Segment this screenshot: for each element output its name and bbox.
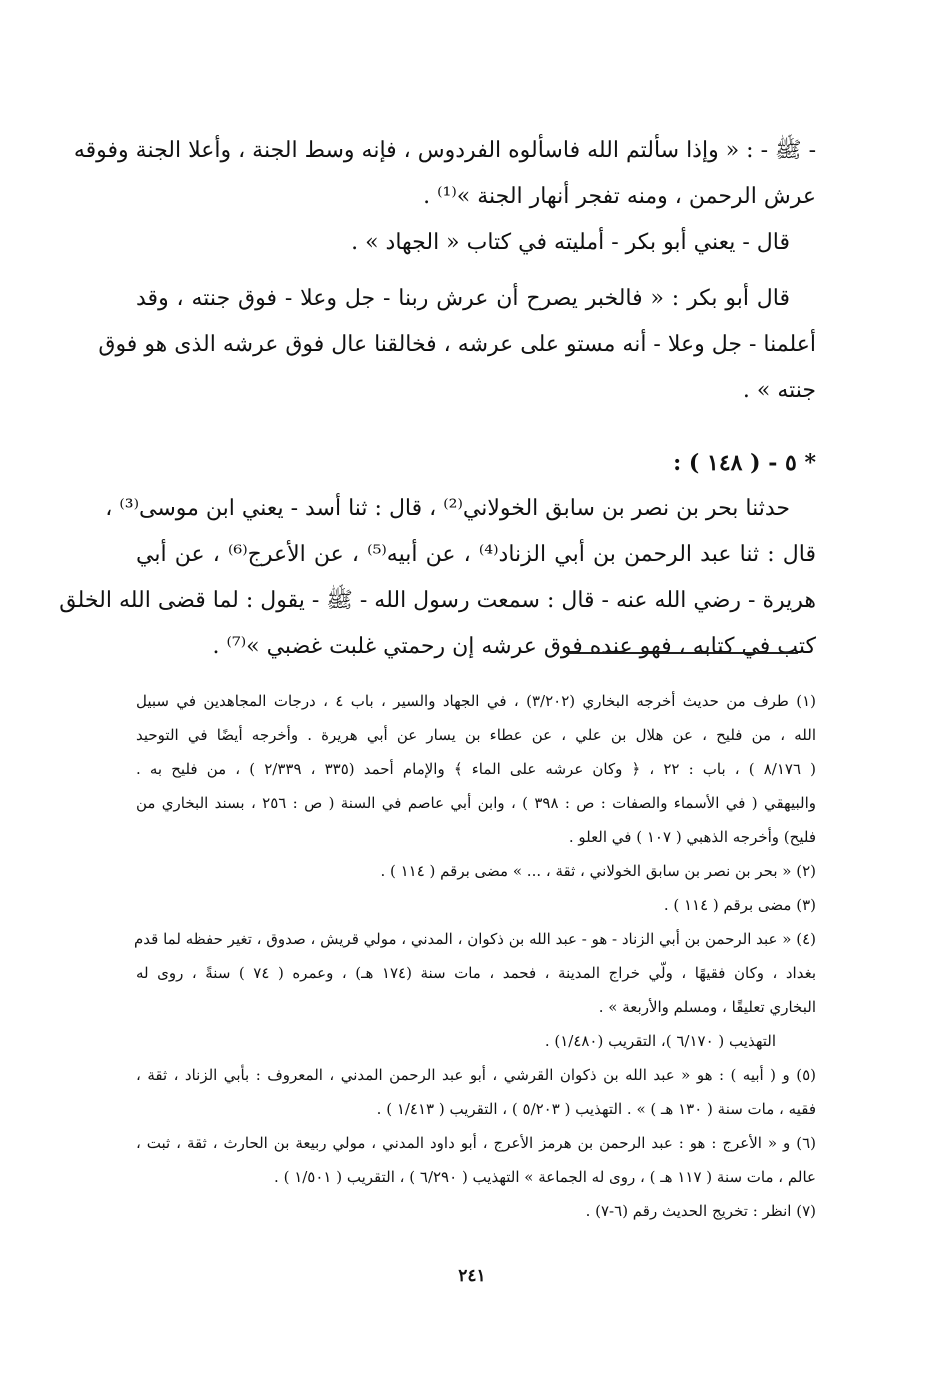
hadith-line: كتب في كتابه ، فهو عنده فوق عرشه إن رحمتي غلبت غضبي »⁽⁷⁾ . [212, 634, 816, 659]
text-line: - ﷺ - : « وإذا سألتم الله فاسألوه الفردوس ، فإنه وسط الجنة ، وأعلا الجنة وفوقه [73, 138, 816, 163]
page-number: ٢٤١ [458, 1266, 486, 1286]
text-line: جنته » . [742, 378, 816, 403]
footnote-line: فقيه ، مات سنة ( ١٣٠ هـ ) » . التهذيب ( ٥/٢٠٣ ) ، التقريب ( ١/٤١٣ ) . [376, 1100, 816, 1118]
text-line: قال - يعني أبو بكر - أمليته في كتاب « الجهاد » . [351, 230, 790, 255]
footnote-line: فليح) وأخرجه الذهبي ( ١٠٧ ) في العلو . [568, 828, 816, 846]
footnote-line: (١) طرف من حديث أخرجه البخاري (٣/٢٠٢) ، في الجهاد والسير ، باب ٤ ، درجات المجاهدين في سبيل [136, 692, 816, 710]
footnote-line: (٣) مضى برقم ( ١١٤ ) . [663, 896, 816, 914]
footnote-line: (٦) و « الأعرج : هو : عبد الرحمن بن هرمز الأعرج ، أبو داود المدني ، مولي ربيعة بن الحارث ، ثقة ، ثبت ، [136, 1134, 816, 1152]
footnote-line: الله ، من فليح ، عن هلال بن علي ، عن عطاء بن يسار عن أبي هريرة . وأخرجه أيضًا في التوحيد [136, 726, 816, 744]
footnote-line: التهذيب ( ٦/١٧٠ )، التقريب (١/٤٨٠) . [544, 1032, 776, 1050]
footnote-line: عالم ، مات سنة ( ١١٧ هـ ) ، روى له الجماعة » التهذيب ( ٦/٢٩٠ ) ، التقريب ( ١/٥٠١ ) . [274, 1168, 816, 1186]
main-text [59, 128, 816, 670]
paragraph-gap [136, 266, 816, 276]
footnote-line: (٢) « بحر بن نصر بن سابق الخولاني ، ثقة ، ... » مضى برقم ( ١١٤ ) . [380, 862, 816, 880]
footnote-line: البخاري تعليقًا ، ومسلم والأربعة » . [598, 998, 816, 1016]
text-line: قال أبو بكر : « فالخبر يصرح أن عرش ربنا - جل وعلا - فوق جنته ، وقد [136, 286, 790, 311]
text-line: أعلمنا - جل وعلا - أنه مستو على عرشه ، فخالقنا عال فوق عرشه الذى هو فوق [98, 332, 816, 357]
footnote-line: (٧) انظر : تخريج الحديث رقم (٦-٧) . [585, 1202, 816, 1220]
hadith-line: هريرة - رضي الله عنه - قال : سمعت رسول الله - ﷺ - يقول : لما قضى الله الخلق [59, 588, 816, 613]
footnotes [136, 684, 816, 1228]
hadith-number: * ٥ - ( ١٤٨ ) : [673, 450, 816, 476]
footnote-line: والبيهقي ( في الأسماء والصفات : ص : ٣٩٨ ) ، وابن أبي عاصم في السنة ( ص : ٢٥٦ ، بسند البخاري من [136, 794, 816, 812]
hadith-line: قال : ثنا عبد الرحمن بن أبي الزناد⁽⁴⁾ ، عن أبيه⁽⁵⁾ ، عن الأعرج⁽⁶⁾ ، عن أبي [136, 542, 816, 567]
footnote-separator [566, 652, 798, 654]
footnote-line: بغداد ، وكان فقيهًا ، ولّي خراج المدينة ، فحمد ، مات سنة (١٧٤ هـ) ، وعمره ( ٧٤ ) سنةً ، روى له [136, 964, 816, 982]
footnote-line: (٤) « عبد الرحمن بن أبي الزناد - هو - عبد الله بن ذكوان ، المدني ، مولي قريش ، صدوق ، تغير حفظه لما قدم [134, 930, 816, 948]
hadith-line: حدثنا بحر بن نصر بن سابق الخولاني⁽²⁾ ، قال : ثنا أسد - يعني ابن موسى⁽³⁾ ، [105, 496, 790, 521]
footnote-line: (٥) و ( أبيه ) : هو « عبد الله بن ذكوان القرشي ، أبو عبد الرحمن المدني ، المعروف : بأبي الزناد ، ثقة ، [136, 1066, 816, 1084]
text-line: عرش الرحمن ، ومنه تفجر أنهار الجنة »⁽¹⁾ . [423, 184, 816, 209]
footnote-line: ( ٨/١٧٦ ) ، باب : ٢٢ ، ﴿ وكان عرشه على الماء ﴾ والإمام أحمد (٣٣٥ ، ٢/٣٣٩ ) ، من فليح به . [136, 760, 816, 778]
